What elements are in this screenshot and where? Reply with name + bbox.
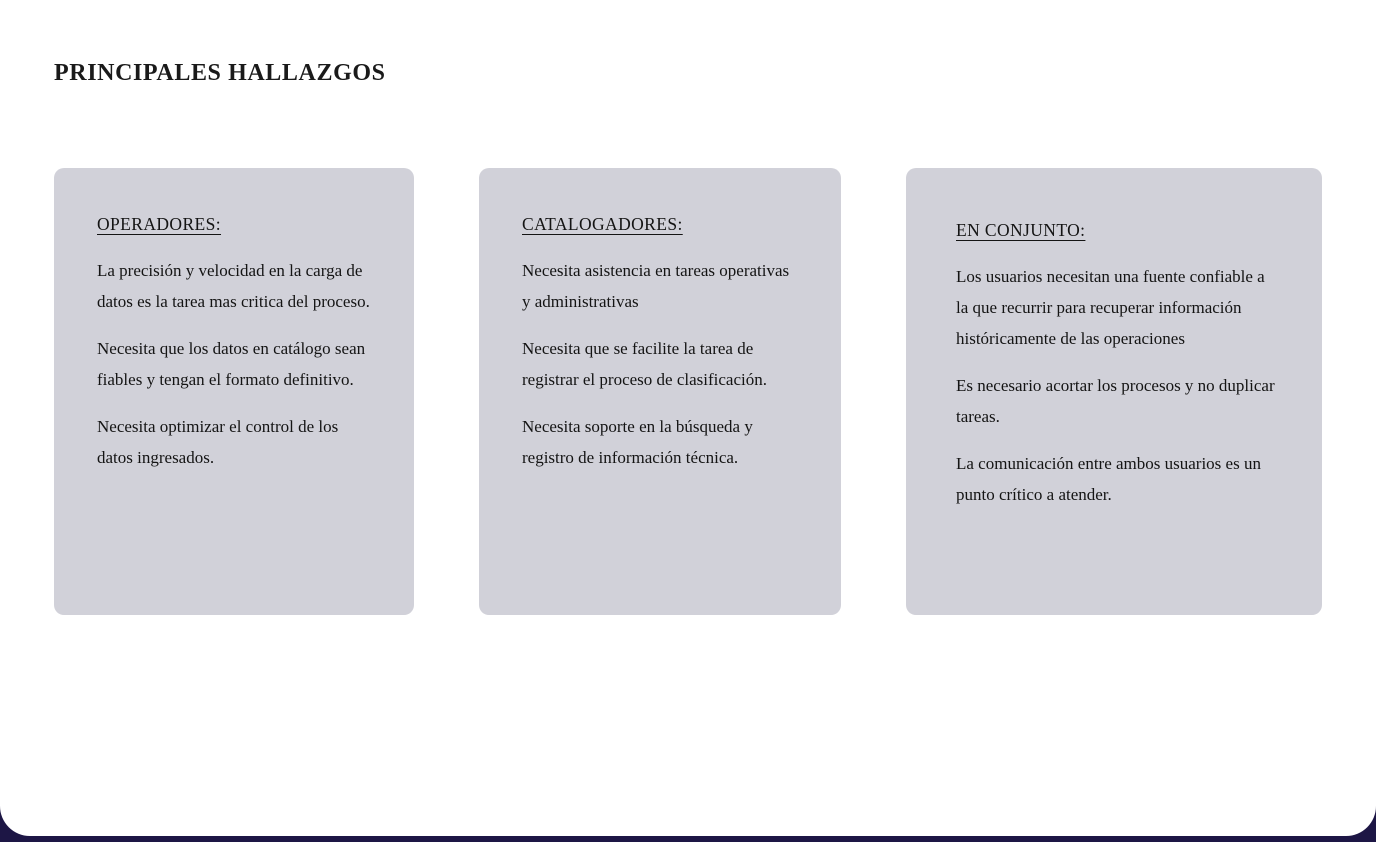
card-paragraph: Necesita que los datos en catálogo sean fiables y tengan el formato definitivo. [97, 339, 366, 389]
card-paragraph: La comunicación entre ambos usuarios es un punto crítico a atender. [956, 454, 1261, 504]
card-heading: CATALOGADORES: [522, 214, 683, 234]
card-heading: EN CONJUNTO: [956, 220, 1086, 240]
card-paragraph: Es necesario acortar los procesos y no duplicar tareas. [956, 376, 1275, 426]
card-operadores [54, 168, 414, 615]
card-paragraph: Necesita asistencia en tareas operativas y administrativas [522, 261, 790, 311]
card-heading: OPERADORES: [97, 214, 222, 234]
card-en-conjunto [906, 168, 1322, 615]
card-catalogadores [479, 168, 841, 615]
card-paragraph: Necesita optimizar el control de los datos ingresados. [97, 417, 339, 467]
findings-cards-row [54, 168, 1322, 615]
card-paragraph: Necesita soporte en la búsqueda y registro de información técnica. [522, 417, 753, 467]
card-paragraph: Los usuarios necesitan una fuente confiable a la que recurrir para recuperar información históricamente de las operaciones [956, 267, 1265, 348]
card-paragraph: Necesita que se facilite la tarea de registrar el proceso de clasificación. [522, 339, 767, 389]
card-paragraph: La precisión y velocidad en la carga de datos es la tarea mas critica del proceso. [97, 261, 370, 311]
page-title: PRINCIPALES HALLAZGOS [54, 60, 386, 86]
